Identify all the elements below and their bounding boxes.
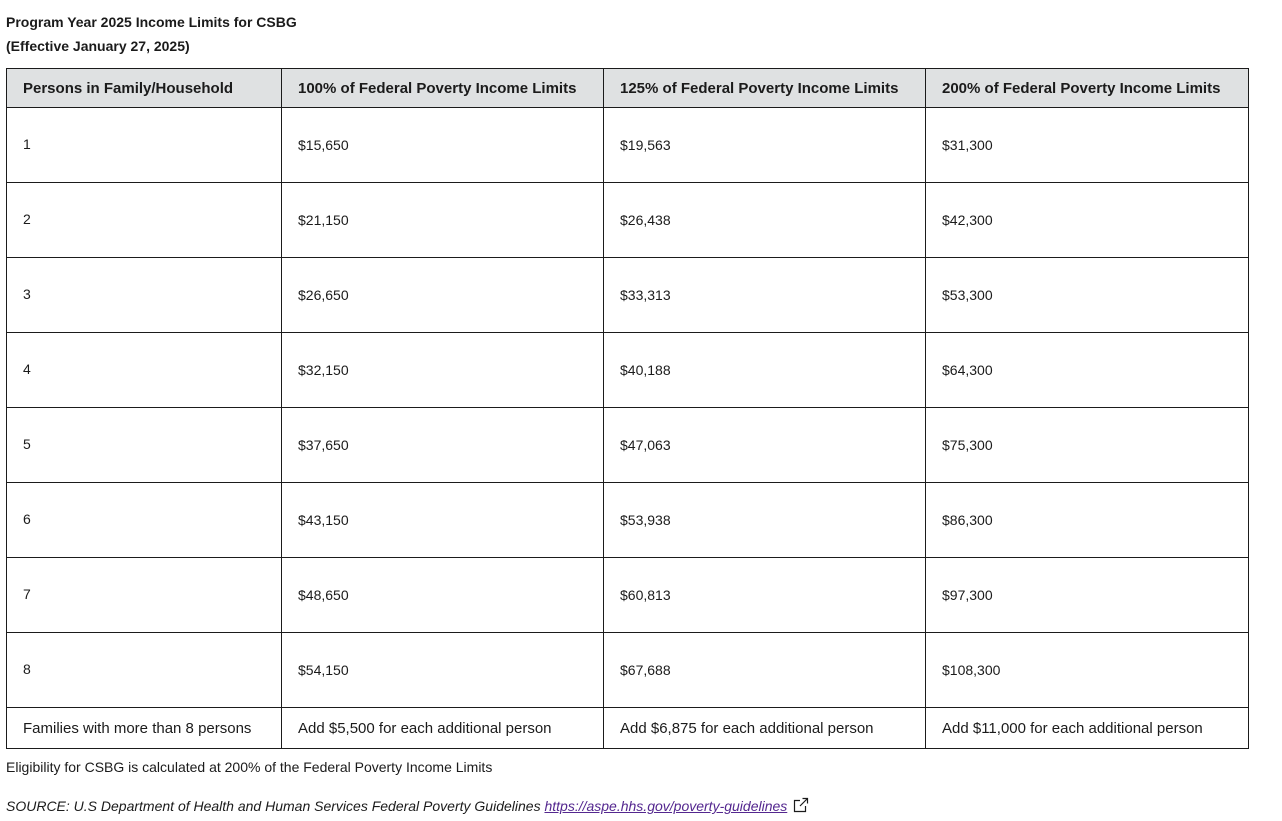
header-persons: Persons in Family/Household: [7, 69, 282, 108]
cell-200-percent: $75,300: [926, 408, 1249, 483]
cell-persons: 5: [7, 408, 282, 483]
table-row: [7, 258, 1249, 333]
income-limits-table: [6, 68, 1249, 749]
page-heading: [6, 10, 297, 58]
cell-additional-125-percent: Add $6,875 for each additional person: [604, 708, 926, 749]
cell-200-percent: $42,300: [926, 183, 1249, 258]
cell-125-percent: $47,063: [604, 408, 926, 483]
cell-125-percent: $26,438: [604, 183, 926, 258]
header-125-percent: 125% of Federal Poverty Income Limits: [604, 69, 926, 108]
cell-100-percent: $37,650: [282, 408, 604, 483]
cell-125-percent: $40,188: [604, 333, 926, 408]
cell-100-percent: $48,650: [282, 558, 604, 633]
cell-125-percent: $60,813: [604, 558, 926, 633]
cell-100-percent: $54,150: [282, 633, 604, 708]
cell-100-percent: $21,150: [282, 183, 604, 258]
cell-200-percent: $53,300: [926, 258, 1249, 333]
table-row: [7, 558, 1249, 633]
header-200-percent: 200% of Federal Poverty Income Limits: [926, 69, 1249, 108]
poverty-guidelines-link[interactable]: https://aspe.hhs.gov/poverty-guidelines: [544, 798, 788, 814]
cell-125-percent: $33,313: [604, 258, 926, 333]
cell-125-percent: $53,938: [604, 483, 926, 558]
cell-100-percent: $15,650: [282, 108, 604, 183]
eligibility-note: Eligibility for CSBG is calculated at 200% of the Federal Poverty Income Limits: [6, 759, 493, 775]
table-row: [7, 483, 1249, 558]
cell-persons: 7: [7, 558, 282, 633]
source-text: SOURCE: U.S Department of Health and Human Services Federal Poverty Guidelines: [6, 798, 541, 814]
cell-200-percent: $31,300: [926, 108, 1249, 183]
table-row: [7, 333, 1249, 408]
page-subtitle: (Effective January 27, 2025): [6, 38, 190, 54]
cell-100-percent: $43,150: [282, 483, 604, 558]
cell-persons: 1: [7, 108, 282, 183]
cell-100-percent: $26,650: [282, 258, 604, 333]
cell-persons: 6: [7, 483, 282, 558]
cell-additional-label: Families with more than 8 persons: [7, 708, 282, 749]
cell-persons: 3: [7, 258, 282, 333]
table-header-row: [7, 69, 1249, 108]
cell-125-percent: $67,688: [604, 633, 926, 708]
table-row: [7, 633, 1249, 708]
cell-persons: 8: [7, 633, 282, 708]
external-link-icon[interactable]: [793, 797, 809, 818]
cell-additional-200-percent: Add $11,000 for each additional person: [926, 708, 1249, 749]
cell-persons: 4: [7, 333, 282, 408]
additional-persons-row: [7, 708, 1249, 749]
table-row: [7, 108, 1249, 183]
cell-200-percent: $108,300: [926, 633, 1249, 708]
page-title: Program Year 2025 Income Limits for CSBG: [6, 14, 297, 30]
cell-persons: 2: [7, 183, 282, 258]
table-row: [7, 183, 1249, 258]
cell-125-percent: $19,563: [604, 108, 926, 183]
cell-200-percent: $64,300: [926, 333, 1249, 408]
cell-100-percent: $32,150: [282, 333, 604, 408]
table-row: [7, 408, 1249, 483]
cell-200-percent: $97,300: [926, 558, 1249, 633]
cell-additional-100-percent: Add $5,500 for each additional person: [282, 708, 604, 749]
header-100-percent: 100% of Federal Poverty Income Limits: [282, 69, 604, 108]
cell-200-percent: $86,300: [926, 483, 1249, 558]
source-citation: [6, 796, 809, 818]
